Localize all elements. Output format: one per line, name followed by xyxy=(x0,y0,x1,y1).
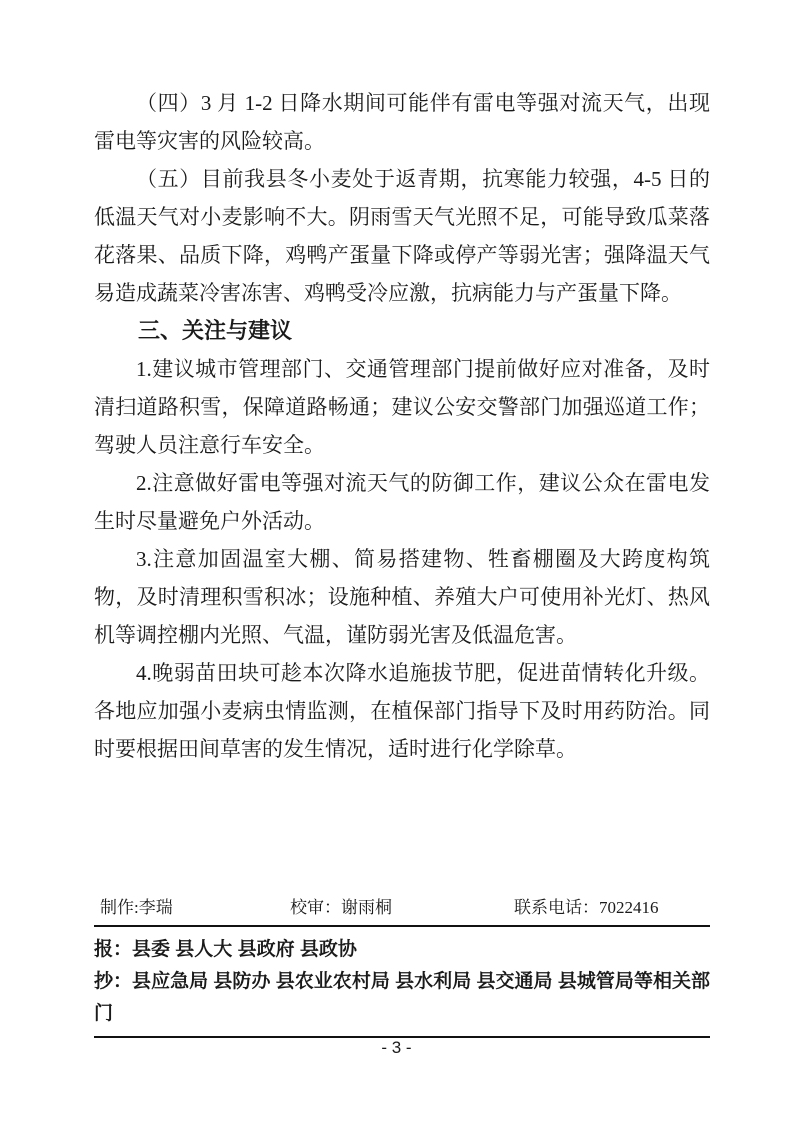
distribution-block xyxy=(94,934,710,1030)
credit-phone-value: 7022416 xyxy=(599,898,659,917)
credit-producer-value: 李瑞 xyxy=(138,898,173,917)
suggestion-item-3: 3.注意加固温室大棚、简易搭建物、牲畜棚圈及大跨度构筑物，及时清理积雪积冰；设施种植、养殖大户可使用补光灯、热风机等调控棚内光照、气温，谨防弱光害及低温危害。 xyxy=(94,547,710,647)
report-line xyxy=(94,934,710,966)
copy-label: 抄： xyxy=(94,971,133,992)
credit-reviewer-value: 谢雨桐 xyxy=(341,898,392,917)
document-footer xyxy=(94,896,710,1038)
suggestion-item-2: 2.注意做好雷电等强对流天气的防御工作，建议公众在雷电发生时尽量避免户外活动。 xyxy=(94,471,710,533)
document-body xyxy=(94,84,710,768)
section-heading: 三、关注与建议 xyxy=(138,318,293,343)
footer-divider-top xyxy=(94,925,710,927)
credit-reviewer xyxy=(290,896,514,920)
body-paragraph-5: （五）目前我县冬小麦处于返青期，抗寒能力较强，4-5 日的低温天气对小麦影响不大。阴雨雪天气光照不足，可能导致瓜菜落花落果、品质下降，鸡鸭产蛋量下降或停产等弱光害；强降温天气易造成蔬菜冷害冻害、鸡鸭受冷应激，抗病能力与产蛋量下降。 xyxy=(94,167,710,305)
report-label: 报： xyxy=(94,939,133,960)
credits-row xyxy=(94,896,710,920)
page-number: - 3 - xyxy=(381,1038,412,1057)
credit-producer-label: 制作: xyxy=(100,898,139,917)
copy-value: 县应急局 县防办 县农业农村局 县水利局 县交通局 县城管局等相关部门 xyxy=(94,971,710,1024)
credit-producer xyxy=(94,896,290,920)
report-value: 县委 县人大 县政府 县政协 xyxy=(132,939,357,960)
credit-phone-label: 联系电话： xyxy=(514,898,599,917)
credit-reviewer-label: 校审： xyxy=(290,898,341,917)
copy-line xyxy=(94,966,710,1030)
suggestion-item-4: 4.晚弱苗田块可趁本次降水追施拔节肥，促进苗情转化升级。各地应加强小麦病虫情监测，在植保部门指导下及时用药防治。同时要根据田间草害的发生情况，适时进行化学除草。 xyxy=(94,661,710,761)
suggestion-item-1: 1.建议城市管理部门、交通管理部门提前做好应对准备，及时清扫道路积雪，保障道路畅通；建议公安交警部门加强巡道工作；驾驶人员注意行车安全。 xyxy=(94,357,710,457)
credit-phone xyxy=(514,896,710,920)
body-paragraph-4: （四）3 月 1-2 日降水期间可能伴有雷电等强对流天气，出现雷电等灾害的风险较高。 xyxy=(94,91,710,153)
